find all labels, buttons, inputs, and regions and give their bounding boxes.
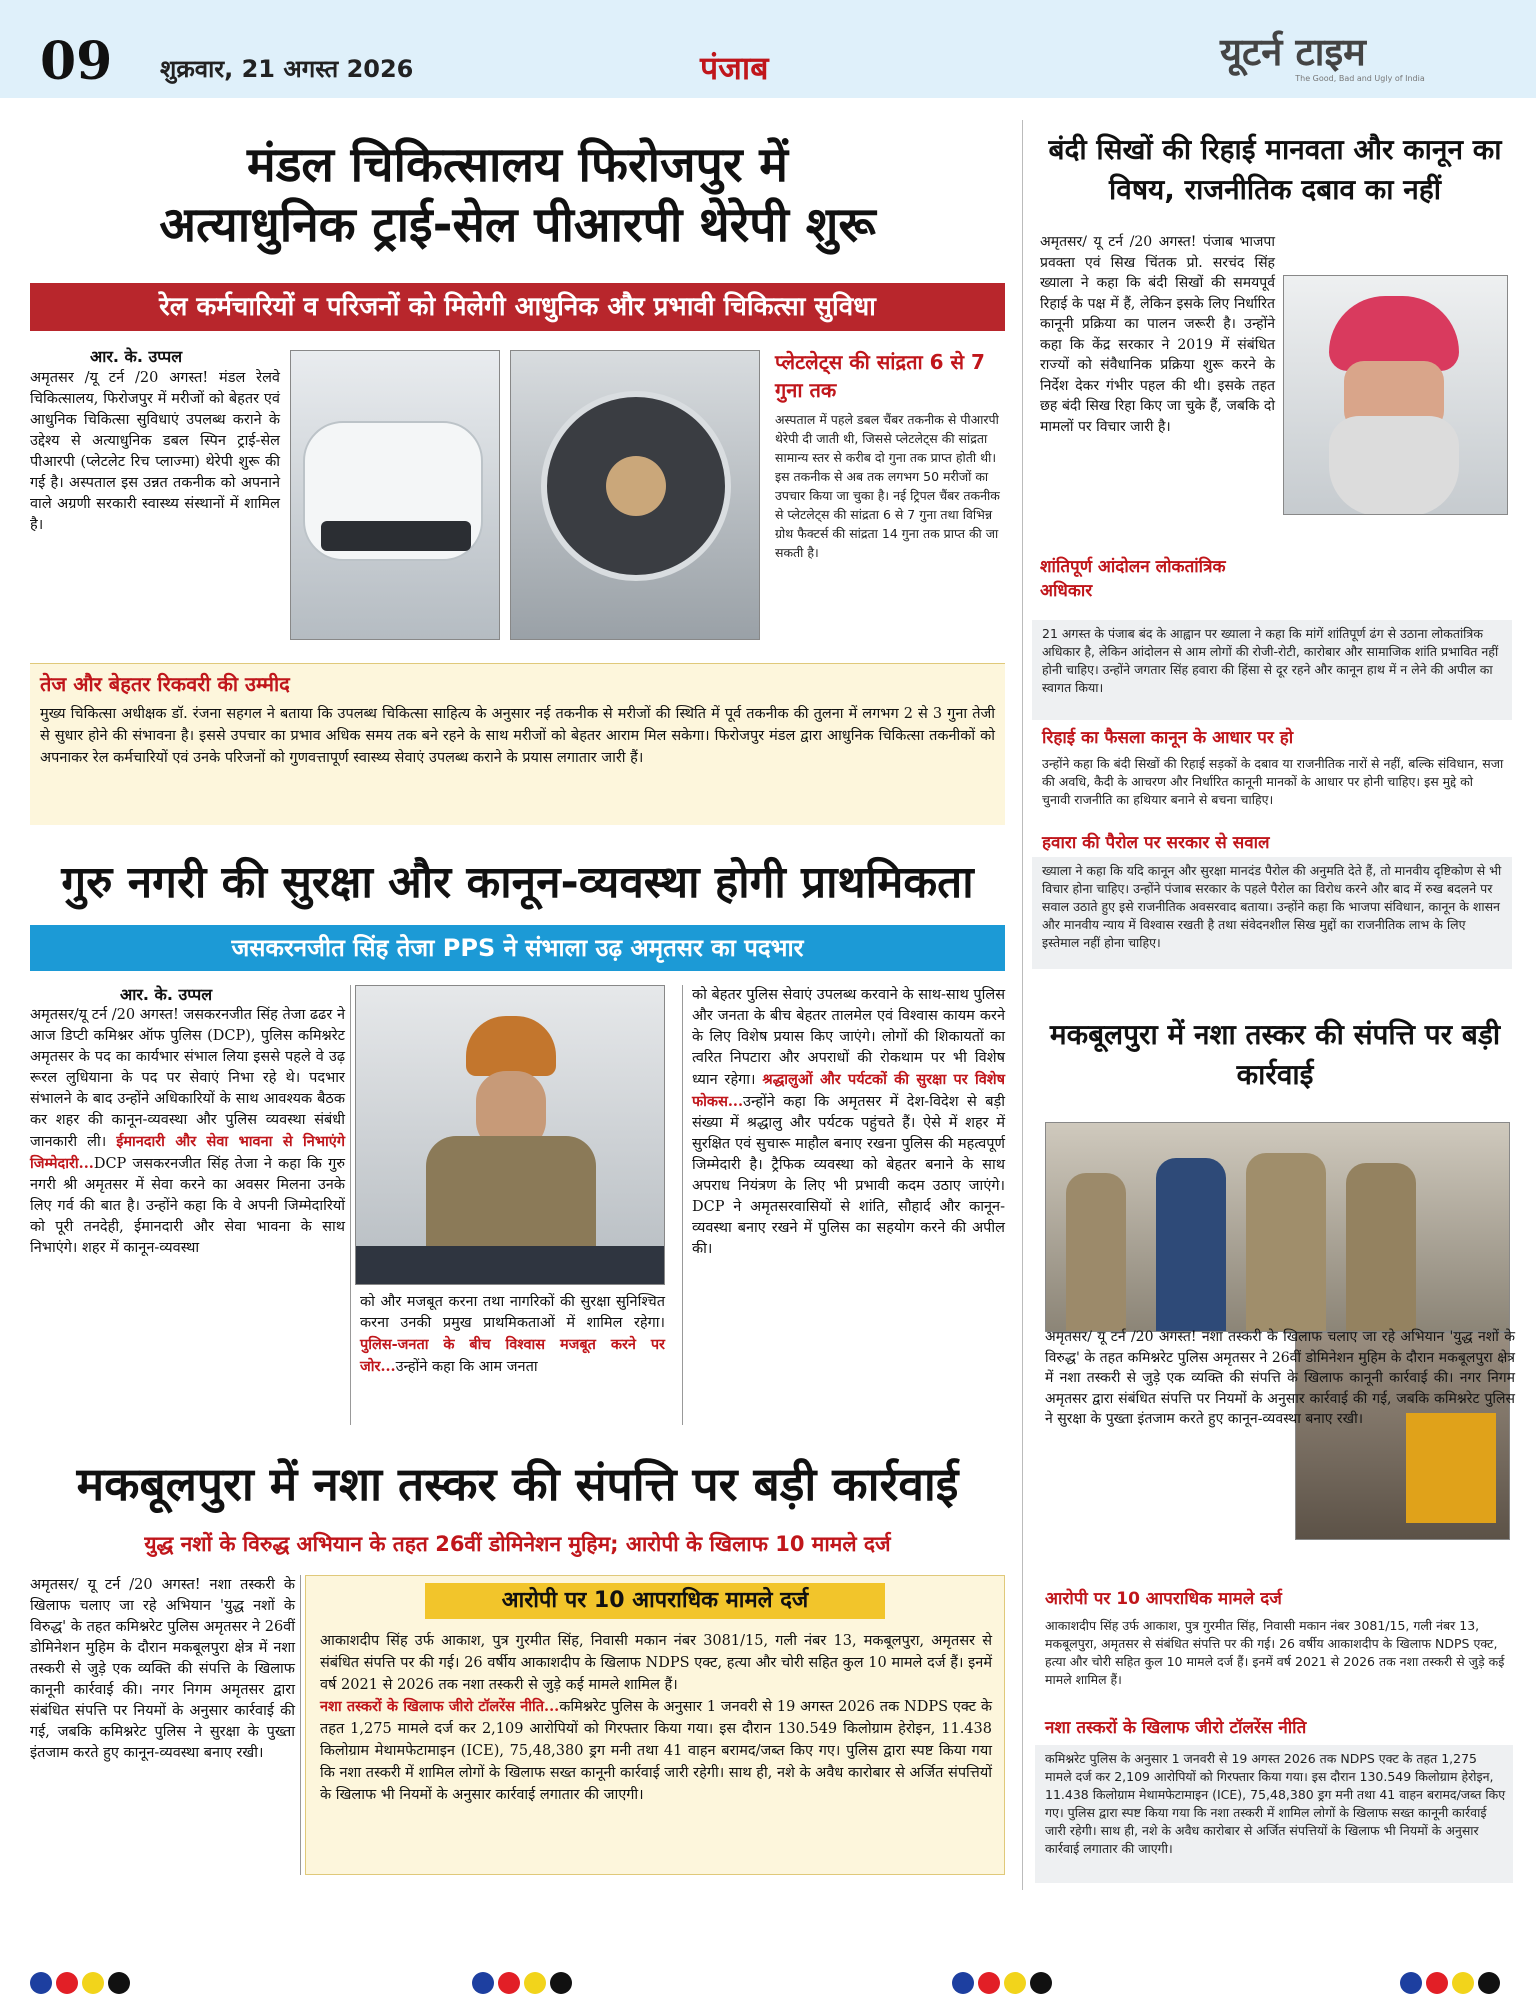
sikh-man-photo	[1283, 275, 1508, 515]
logo-text: यूटर्न टाइम	[1220, 30, 1366, 74]
registration-marks	[952, 1972, 1052, 1994]
right1-headline: बंदी सिखों की रिहाई मानवता और कानून का विषय, राजनीतिक दबाव का नहीं	[1048, 133, 1502, 206]
page-date: शुक्रवार, 21 अगस्त 2026	[160, 55, 414, 83]
right2-sub2: नशा तस्करों के खिलाफ जीरो टॉलरेंस नीति	[1045, 1718, 1307, 1738]
right2-body1: आकाशदीप सिंह उर्फ आकाश, पुत्र गुरमीत सिंह, निवासी मकान नंबर 3081/15, गली नंबर 13, मकबूलपुरा, अमृतसर से संबंधित संपत्ति पर की गई। 26 वर्षीय आकाशदीप के खिलाफ NDPS एक्ट, हत्या और चोरी सहित कुल 10 मामले दर्ज हैं। इनमें वर्ष 2021 से 2026 तक नशा तस्करी से जुड़े कई मामले शामिल हैं।	[1045, 1618, 1505, 1687]
story2-band: जसकरनजीत सिंह तेजा PPS ने संभाला उढ़ अमृतसर का पदभार	[30, 925, 1005, 971]
story1-body: अमृतसर /यू टर्न /20 अगस्त! मंडल रेलवे चिकित्सालय, फिरोजपुर में मरीजों को बेहतर एवं आधुनिक चिकित्सा सुविधाएं उपलब्ध कराने के उद्देश्य से अत्याधुनिक डबल स्पिन ट्राई-सेल पीआरपी (प्लेटलेट रिच प्लाज्मा) थेरेपी शुरू की गई है। अस्पताल इस उन्नत तकनीक को अपनाने वाले अग्रणी सरकारी स्वास्थ्य संस्थानों में शामिल है।	[30, 370, 280, 533]
right1-sub1: शांतिपूर्ण आंदोलन लोकतांत्रिक अधिकार	[1040, 557, 1226, 601]
centrifuge-photo	[510, 350, 760, 640]
story3-body: अमृतसर/ यू टर्न /20 अगस्त! नशा तस्करी के खिलाफ चलाए जा रहे अभियान 'युद्ध नशों के विरुद्ध' के तहत कमिश्नरेट पुलिस अमृतसर ने 26वीं डोमिनेशन मुहिम के दौरान मकबूलपुरा क्षेत्र में नशा तस्करी से जुड़े एक व्यक्ति की संपत्ति के खिलाफ कानूनी कार्रवाई की। नगर निगम अमृतसर द्वारा संबंधित संपत्ति पर नियमों के अनुसार कार्रवाई की गई, जबकि कमिश्नरेट पुलिस ने सुरक्षा के पुख्ता इंतजाम करते हुए कानून-व्यवस्था बनाए रखी।	[30, 1577, 295, 1761]
divider	[300, 1575, 301, 1875]
story3-subhead: युद्ध नशों के विरुद्ध अभियान के तहत 26वीं डोमिनेशन मुहिम; आरोपी के खिलाफ 10 मामले दर्ज	[144, 1532, 891, 1556]
story1-side-body: अस्पताल में पहले डबल चैंबर तकनीक से पीआरपी थेरेपी दी जाती थी, जिससे प्लेटलेट्स की सांद्रता सामान्य स्तर से करीब दो गुना तक प्राप्त होती थी। इस तकनीक से अब तक लगभग 50 मरीजों का उपचार किया जा चुका है। नई ट्रिपल चैंबर तकनीक से प्लेटलेट्स की सांद्रता 6 से 7 गुना तथा विभिन्न ग्रोथ फैक्टर्स की सांद्रता 14 गुना तक प्राप्त की जा सकती है।	[775, 412, 1000, 560]
story2-headline: गुरु नगरी की सुरक्षा और कानून-व्यवस्था होगी प्राथमिकता	[61, 857, 974, 908]
story3-headline: मकबूलपुरा में नशा तस्कर की संपत्ति पर बड़ी कार्रवाई	[76, 1457, 959, 1511]
registration-marks	[472, 1972, 572, 1994]
page-number: 09	[40, 31, 113, 92]
story2-col3-sub: श्रद्धालुओं और पर्यटकों की सुरक्षा पर विशेष फोकस...	[692, 1071, 1006, 1110]
story3-box-head: आरोपी पर 10 आपराधिक मामले दर्ज	[425, 1583, 885, 1619]
story2-col2: को और मजबूत करना तथा नागरिकों की सुरक्षा सुनिश्चित करना उनकी प्रमुख प्राथमिकताओं में शामिल रहेगा। पुलिस-जनता के बीच विश्वास मजबूत करने पर जोर...उन्होंने कहा कि आम जनता	[360, 1294, 665, 1375]
story2-col2-sub: पुलिस-जनता के बीच विश्वास मजबूत करने पर जोर...	[360, 1336, 665, 1375]
story1-box-head: तेज और बेहतर रिकवरी की उम्मीद	[40, 672, 290, 696]
story1-band: रेल कर्मचारियों व परिजनों को मिलेगी आधुनिक और प्रभावी चिकित्सा सुविधा	[30, 283, 1005, 331]
registration-marks	[30, 1972, 130, 1994]
column-divider	[1022, 120, 1023, 1890]
story1-headline: मंडल चिकित्सालय फिरोजपुर में अत्याधुनिक ट्राई-सेल पीआरपी थेरेपी शुरू	[159, 137, 876, 253]
divider	[682, 985, 683, 1425]
right2-headline: मकबूलपुरा में नशा तस्कर की संपत्ति पर बड़ी कार्रवाई	[1049, 1018, 1501, 1091]
right2-sub1: आरोपी पर 10 आपराधिक मामले दर्ज	[1045, 1589, 1282, 1609]
right1-sub2: रिहाई का फैसला कानून के आधार पर हो	[1042, 728, 1294, 748]
story2-col1-sub: ईमानदारी और सेवा भावना से निभाएंगे जिम्मेदारी...	[30, 1133, 345, 1172]
right1-sub3: हवारा की पैरोल पर सरकार से सवाल	[1042, 833, 1270, 853]
registration-marks	[1400, 1972, 1500, 1994]
story3-box-body: आकाशदीप सिंह उर्फ आकाश, पुत्र गुरमीत सिंह, निवासी मकान नंबर 3081/15, गली नंबर 13, मकबूलपुरा, अमृतसर से संबंधित संपत्ति पर की गई। 26 वर्षीय आकाशदीप के खिलाफ NDPS एक्ट, हत्या और चोरी सहित कुल 10 मामले दर्ज हैं। इनमें वर्ष 2021 से 2026 तक नशा तस्करी से जुड़े कई मामले शामिल हैं। नशा तस्करों के खिलाफ जीरो टॉलरेंस नीति...कमिश्नरेट पुलिस के अनुसार 1 जनवरी से 19 अगस्त 2026 तक NDPS एक्ट के तहत 1,275 मामले दर्ज कर 2,109 आरोपियों को गिरफ्तार किया गया। इस दौरान 130.549 किलोग्राम हेरोइन, 11.438 किलोग्राम मेथामफेटामाइन (ICE), 75,48,380 ड्रग मनी तथा 41 वाहन बरामद/जब्त किए गए। पुलिस द्वारा स्पष्ट किया गया कि नशा तस्करी में शामिल लोगों के खिलाफ सख्त कानूनी कार्रवाई जारी रहेगी। साथ ही, नशे के अवैध कारोबार से अर्जित संपत्तियों के खिलाफ भी नियमों के अनुसार कार्रवाई लगातार की जाएगी।	[320, 1633, 992, 1803]
section-name: पंजाब	[700, 49, 769, 87]
washer-photo	[290, 350, 500, 640]
right1-body2: उन्होंने कहा कि बंदी सिखों की रिहाई सड़कों के दबाव या राजनीतिक नारों से नहीं, बल्कि संविधान, सजा की अवधि, कैदी के आचरण और निर्धारित कानूनी मानकों के आधार पर होनी चाहिए। इस मुद्दे को चुनावी राजनीति का हथियार बनाने से बचना चाहिए।	[1042, 756, 1504, 807]
officer-photo	[355, 985, 665, 1285]
story2-byline: आर. के. उप्पल	[120, 985, 213, 1004]
story2-col1: अमृतसर/यू टर्न /20 अगस्त! जसकरनजीत सिंह तेजा ढढर ने आज डिप्टी कमिश्नर ऑफ पुलिस (DCP), पुलिस कमिश्नरेट अमृतसर के पद का कार्यभार संभाल लिया इससे पहले वे उढ़ रूरल लुधियाना के पद पर सेवाएं निभा रहे थे। पदभार संभालने के बाद उन्होंने अधिकारियों के साथ आवश्यक बैठक कर शहर की कानून-व्यवस्था और पुलिस व्यवस्था संबंधी जानकारी ली। ईमानदारी और सेवा भावना से निभाएंगे जिम्मेदारी...DCP जसकरनजीत सिंह तेजा ने कहा कि गुरु नगरी श्री अमृतसर में सेवा करने का अवसर मिलना उनके लिए गर्व की बात है। उन्होंने कहा कि वे अपनी जिम्मेदारियों को पूरी तनदेही, ईमानदारी और सेवा भावना के साथ निभाएंगे। शहर में कानून-व्यवस्था	[30, 1007, 345, 1256]
story1-byline: आर. के. उप्पल	[90, 347, 183, 366]
story3-box-sub: नशा तस्करों के खिलाफ जीरो टॉलरेंस नीति...	[320, 1698, 560, 1715]
divider	[350, 985, 351, 1425]
masthead-logo	[1220, 30, 1500, 92]
right1-body3: ख्याला ने कहा कि यदि कानून और सुरक्षा मानदंड पैरोल की अनुमति देते हैं, तो मानवीय दृष्टिकोण से भी विचार होना चाहिए। उन्होंने पंजाब सरकार के पहले पैरोल का विरोध करने और बाद में रुख बदलने पर सवाल उठाते हुए इसे राजनीतिक अवसरवाद बताया। उन्होंने कहा कि भाजपा संविधान, कानून के शासन और मानवीय न्याय में विश्वास रखती है तथा संवेदनशील सिख मुद्दों का राजनीतिक लाभ के लिए इस्तेमाल नहीं होना चाहिए।	[1042, 863, 1502, 950]
logo-tagline: The Good, Bad and Ugly of India	[1295, 74, 1425, 83]
right2-body2: कमिश्नरेट पुलिस के अनुसार 1 जनवरी से 19 अगस्त 2026 तक NDPS एक्ट के तहत 1,275 मामले दर्ज कर 2,109 आरोपियों को गिरफ्तार किया गया। इस दौरान 130.549 किलोग्राम हेरोइन, 11.438 किलोग्राम मेथामफेटामाइन (ICE), 75,48,380 ड्रग मनी तथा 41 वाहन बरामद/जब्त किए गए। पुलिस द्वारा स्पष्ट किया गया कि नशा तस्करी में शामिल लोगों के खिलाफ सख्त कानूनी कार्रवाई जारी रहेगी। साथ ही, नशे के अवैध कारोबार से अर्जित संपत्तियों के खिलाफ भी नियमों के अनुसार कार्रवाई लगातार की जाएगी।	[1045, 1751, 1506, 1856]
story1-side-head: प्लेटलेट्स की सांद्रता 6 से 7 गुना तक	[775, 350, 985, 402]
police-raid-photo	[1045, 1122, 1510, 1332]
story2-col3: को बेहतर पुलिस सेवाएं उपलब्ध करवाने के साथ-साथ पुलिस और जनता के बीच बेहतर तालमेल एवं विश्वास कायम करने के लिए विशेष प्रयास किए जाएंगे। लोगों की शिकायतों का त्वरित निपटारा और अपराधों की रोकथाम पर भी विशेष ध्यान रहेगा। श्रद्धालुओं और पर्यटकों की सुरक्षा पर विशेष फोकस...उन्होंने कहा कि अमृतसर में देश-विदेश से बड़ी संख्या में श्रद्धालु और पर्यटक पहुंचते हैं। ऐसे में शहर में सुरक्षित एवं सुचारू माहौल बनाए रखना पुलिस की महत्वपूर्ण जिम्मेदारी है। ट्रैफिक व्यवस्था को बेहतर बनाने के साथ अपराध नियंत्रण के लिए भी प्रभावी कदम उठाए जाएंगे। DCP ने अमृतसरवासियों से शांति, सौहार्द और कानून-व्यवस्था बनाए रखने में पुलिस का सहयोग करने की अपील की।	[692, 987, 1006, 1257]
right1-body: अमृतसर/ यू टर्न /20 अगस्त! पंजाब भाजपा प्रवक्ता एवं सिख चिंतक प्रो. सरचंद सिंह ख्याला ने कहा कि बंदी सिखों की समयपूर्व रिहाई के पक्ष में हैं, लेकिन इसके लिए निर्धारित कानूनी प्रक्रिया का पालन जरूरी है। उन्होंने कहा कि केंद्र सरकार ने 2019 में संबंधित राज्यों को संवैधानिक प्रक्रिया शुरू करने के निर्देश देकर गंभीर पहल की थी। इसके तहत छह बंदी सिख रिहा किए जा चुके हैं, जबकि दो मामलों पर विचार जारी है।	[1040, 234, 1275, 435]
right2-body: अमृतसर/ यू टर्न /20 अगस्त! नशा तस्करी के खिलाफ चलाए जा रहे अभियान 'युद्ध नशों के विरुद्ध' के तहत कमिश्नरेट पुलिस अमृतसर ने 26वीं डोमिनेशन मुहिम के दौरान मकबूलपुरा क्षेत्र में नशा तस्करी से जुड़े एक व्यक्ति की संपत्ति के खिलाफ कानूनी कार्रवाई की। नगर निगम अमृतसर द्वारा संबंधित संपत्ति पर नियमों के अनुसार कार्रवाई की गई, जबकि कमिश्नरेट पुलिस ने सुरक्षा के पुख्ता इंतजाम करते हुए कानून-व्यवस्था बनाए रखी।	[1045, 1329, 1515, 1427]
story1-box-body: मुख्य चिकित्सा अधीक्षक डॉ. रंजना सहगल ने बताया कि उपलब्ध चिकित्सा साहित्य के अनुसार नई तकनीक से मरीजों की स्थिति में पूर्व तकनीक की तुलना में लगभग 2 से 3 गुना तेजी से सुधार होने की संभावना है। इससे उपचार का प्रभाव अधिक समय तक बने रहने के साथ मरीजों को बेहतर आराम मिल सकेगा। फिरोजपुर मंडल द्वारा आधुनिक चिकित्सा तकनीकों को अपनाकर रेल कर्मचारियों एवं उनके परिजनों को गुणवत्तापूर्ण स्वास्थ्य सेवाएं उपलब्ध कराने के प्रयास लगातार जारी हैं।	[40, 706, 995, 766]
right1-body1: 21 अगस्त के पंजाब बंद के आह्वान पर ख्याला ने कहा कि मांगें शांतिपूर्ण ढंग से उठाना लोकतांत्रिक अधिकार है, लेकिन आंदोलन से आम लोगों की रोजी-रोटी, कारोबार और सामाजिक शांति प्रभावित नहीं होनी चाहिए। उन्होंने जगतार सिंह हवारा की हिंसा से दूर रहने और कानून हाथ में न लेने की अपील का स्वागत किया।	[1042, 626, 1499, 695]
